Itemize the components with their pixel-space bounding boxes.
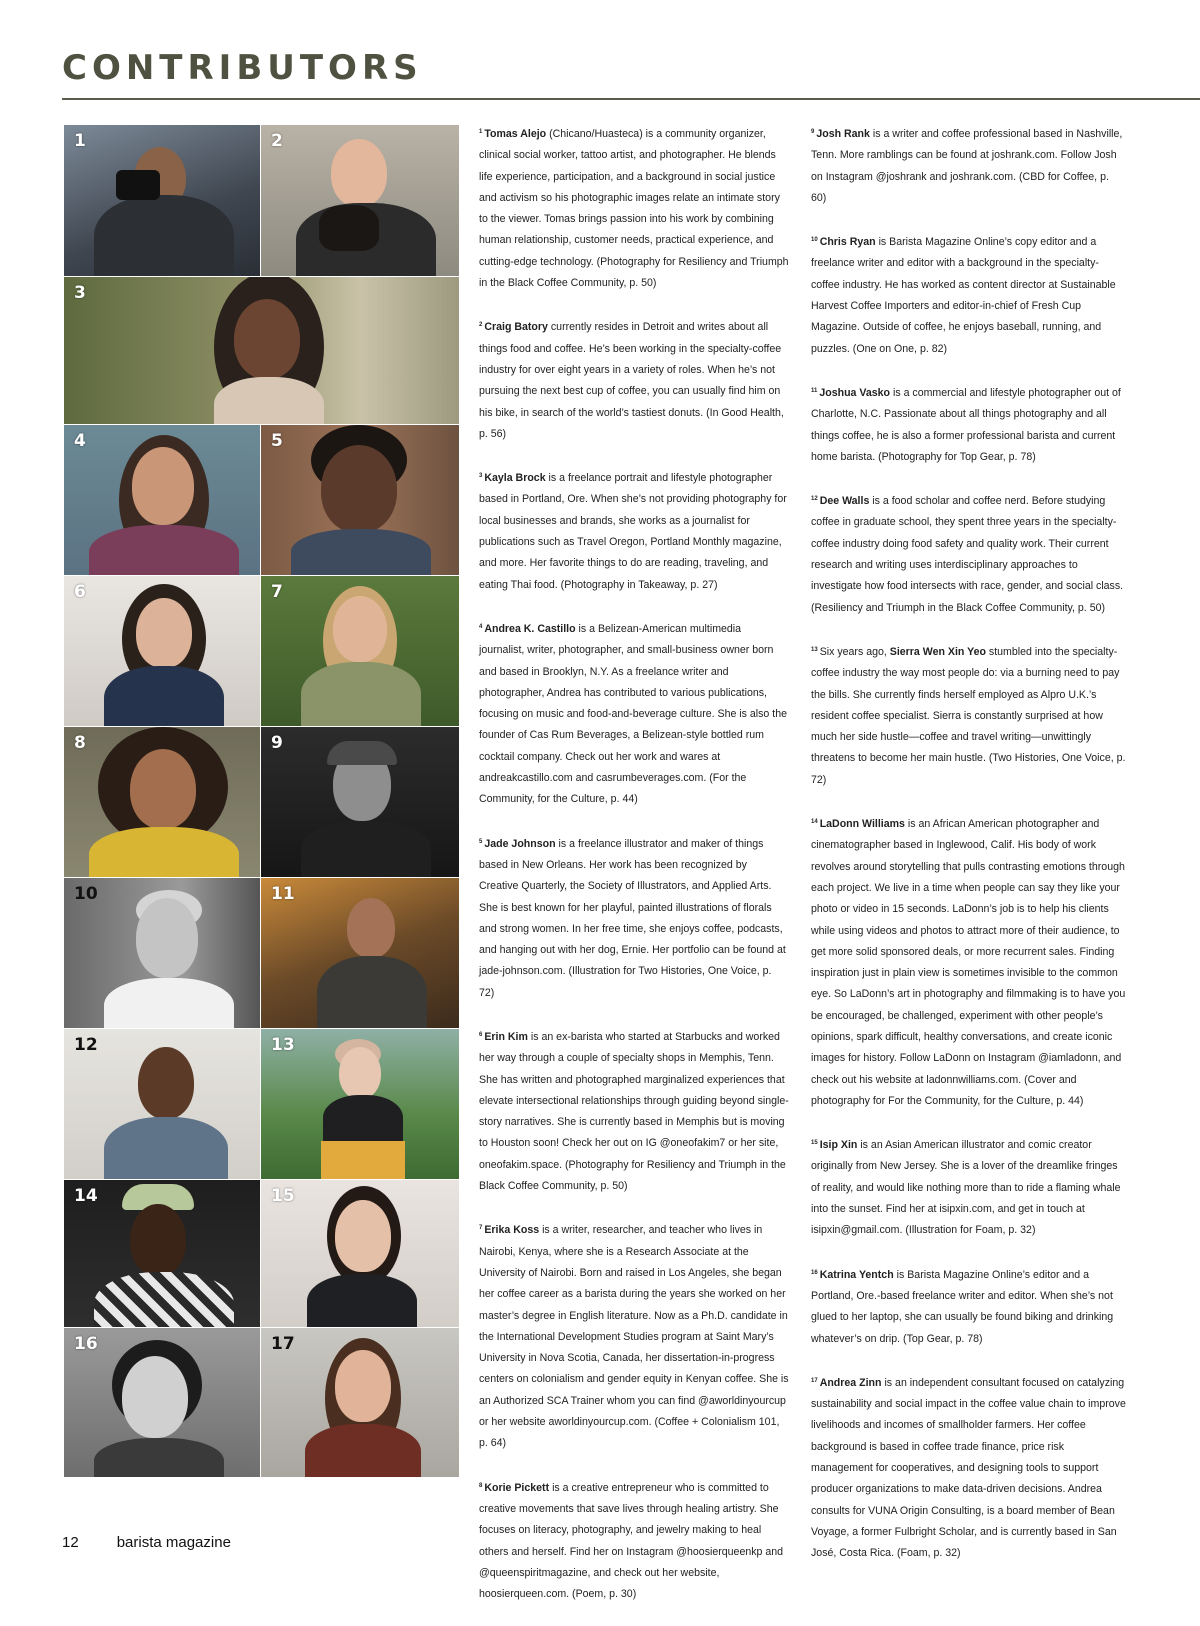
bio-entry-7: $^7$ Erika Koss is a writer, researcher, and teacher who lives in Nairobi, Kenya, where she is a Research Associate at the University of Nairobi. Born and raised in Los Angeles, she began her coffee career as a barista during the years she worked on her master’s degree in English literature. Now as a Ph.D. candidate in the International Development Studies program at Saint Mary’s University in Nova Scotia, Canada, her dissertation-in-progress centers on colonialism and gender equity in Kenyan coffee. She is an Authorized SCA Trainer whom you can find @aworldinyourcup or her website aworldinyourcup.com. (Coffee + Colonialism 101, p. 64) <box>479 1224 789 1450</box>
contributor-photo-3 <box>64 277 459 424</box>
bio-entry-12: $^{12}$ Dee Walls is a food scholar and coffee nerd. Before studying coffee in graduate school, they spent three years in the specialty-coffee industry doing food safety and quality work. Their current research and writing uses interdisciplinary approaches to investigate how food intersects with race, gender, and social class. (Resiliency and Triumph in the Black Coffee Community, p. 50) <box>811 495 1124 614</box>
bio-entry-8: $^8$ Korie Pickett is a creative entrepreneur who is committed to creative movements that save lives through healing artistry. She focuses on literacy, photography, and jewelry making to heal others and herself. Find her on Instagram @hoosierqueenkp and @queenspiritmagazine, and check out her website, hoosierqueen.com. (Poem, p. 30) <box>479 1481 784 1601</box>
contributor-name: Tomas Alejo <box>484 128 547 140</box>
photo-number: 3 <box>74 283 86 303</box>
bio-entry-2: $^2$ Craig Batory currently resides in Detroit and writes about all things food and coffee. He’s been working in the specialty-coffee industry for over eight years in a variety of roles. When he’s not pursuing the next best cup of coffee, you can usually find him on his bike, in search of the world’s tastiest donuts. (In Good Health, p. 56) <box>479 321 784 440</box>
contributor-name: Dee Walls <box>819 495 870 508</box>
contributor-name: Isip Xin <box>819 1139 858 1152</box>
contributor-name: Erika Koss <box>484 1224 540 1237</box>
bio-entry-1: $^1$ Tomas Alejo (Chicano/Huasteca) is a community organizer, clinical social worker, tattoo artist, and photographer. He blends life experience, participation, and a background in social justice and activism so his photographic images relate an intimate story to the viewer. Tomas brings passion into his work by combining human relationship, customer needs, practical experience, and cutting-edge technology. (Photography for Resiliency and Triumph in the Black Coffee Community, p. 50) <box>479 128 789 290</box>
contributor-name: Josh Rank <box>816 128 870 140</box>
contributor-bio: is a freelance illustrator and maker of things based in New Orleans. Her work has been recognized by Creative Quarterly, the Society of Illustrators, and Applied Arts. She is best known for her playful, painted illustrations of florals and strong women. In her free time, she enjoys coffee, podcasts, and hanging out with her dog, Ernie. Her portfolio can be found at jade-johnson.com. (Illustration for Two Histories, One Voice, p. 72) <box>479 837 786 999</box>
contributor-bio: is a writer and coffee professional based in Nashville, Tenn. More ramblings can be found at joshrank.com. Follow Josh on Instagram @joshrank and joshrank.com. (CBD for Coffee, p. 60) <box>811 128 1123 204</box>
contributor-bio: is an ex-barista who started at Starbucks and worked her way through a couple of specialty shops in Memphis, Tenn. She has written and photographed marginalized experiences that elevate intersectional relationships through guiding beyond single-story narratives. She is currently based in Memphis but is moving to Houston soon! Check her out on IG @oneofakim7 or her site, oneofakim.space. (Photography for Resiliency and Triumph in the Black Coffee Community, p. 50) <box>479 1030 789 1193</box>
contributor-name: LaDonn Williams <box>819 818 905 831</box>
contributor-bio: is a freelance portrait and lifestyle photographer based in Portland, Ore. When she’s not providing photography for local businesses and brands, she works as a journalist for publications such as Travel Oregon, Portland Monthly magazine, and more. Her favorite things to do are reading, traveling, and eating Thai food. (Photography in Takeaway, p. 27) <box>479 472 787 591</box>
contributor-bio: is an African American photographer and cinematographer based in Inglewood, Calif. His body of work revolves around storytelling that pulls contrasting emotions through each project. We live in a time when people can say they like your photo or video in 15 seconds. LaDonn’s job is to help his clients while using videos and photos to attract more of their audience, to get more solid sponsored deals, or more recurrent sales. Finding inspiration just in plain view is sometimes invisible to the common eye. So LaDonn’s art in photography and filmmaking is to have you be encouraged, be challenged, experiment with other people’s opinions, spark difficult, healthy conversations, and create iconic images for history. Follow LaDonn on Instagram @iamladonn, and check out his website at ladonnwilliams.com. (Cover and photography for For the Community, for the Culture, p. 44) <box>811 818 1126 1107</box>
contributor-name: Erin Kim <box>484 1030 528 1043</box>
contributor-photo-12 <box>64 1029 260 1179</box>
contributor-bio-prefix: Six years ago, <box>819 645 887 658</box>
photo-number: 13 <box>271 1035 295 1055</box>
bio-entry-14: $^{14}$ LaDonn Williams is an African American photographer and cinematographer based in Inglewood, Calif. His body of work revolves around storytelling that pulls contrasting emotions through each project. We live in a time when people can say they like your photo or video in 15 seconds. LaDonn’s job is to help his clients while using videos and photos to attract more of their audience, to get more solid sponsored deals, or more recurrent sales. Finding inspiration just in plain view is sometimes invisible to the common eye. So LaDonn’s art in photography and filmmaking is to have you be encouraged, be challenged, experiment with other people’s opinions, spark difficult, healthy conversations, and create iconic images for history. Follow LaDonn on Instagram @iamladonn, and check out his website at ladonnwilliams.com. (Cover and photography for For the Community, for the Culture, p. 44) <box>811 818 1126 1107</box>
bio-entry-15: $^{15}$ Isip Xin is an Asian American illustrator and comic creator originally from New Jersey. She is a lover of the dreamlike fringes of reality, and would like nothing more than to ride a flaming whale into the sunset. Find her at isipxin.com, and get in touch at isipxin@gmail.com. (Illustration for Foam, p. 32) <box>811 1139 1121 1237</box>
page-footer <box>62 1534 231 1551</box>
contributor-name: Andrea K. Castillo <box>484 622 576 635</box>
contributor-bio: is an independent consultant focused on catalyzing sustainability and social impact in the coffee value chain to improve livelihoods and incomes of smallholder farmers. Her coffee background is based in coffee trade finance, price risk management for cooperatives, and designing tools to support producer organizations to make data-driven decisions. Andrea consults for VUNA Origin Consulting, is a board member of Bean Voyage, a former Fulbright Scholar, and is currently based in San José, Costa Rica. (Foam, p. 32) <box>811 1376 1126 1560</box>
photo-number: 6 <box>74 582 86 602</box>
contributor-name: Jade Johnson <box>484 837 556 850</box>
contributor-bio: (Chicano/Huasteca) is a community organizer, clinical social worker, tattoo artist, and photographer. He blends life experience, participation, and a background in social justice and activism so his photographic images relate an intimate story to the viewer. Tomas brings passion into his work by combining human relationship, customer needs, practical experience, and cutting-edge technology. (Photography for Resiliency and Triumph in the Black Coffee Community, p. 50) <box>479 128 789 290</box>
photo-number: 7 <box>271 582 283 602</box>
contributor-photo-9 <box>261 727 459 877</box>
contributor-bio: is Barista Magazine Online’s copy editor and a freelance writer and editor with a background in the specialty-coffee industry. He has worked as content director at Sustainable Harvest Coffee Importers and editor-in-chief of Fresh Cup Magazine. Outside of coffee, he enjoys baseball, running, and puzzles. (One on One, p. 82) <box>811 236 1116 355</box>
bio-entry-16: $^{16}$ Katrina Yentch is Barista Magazine Online’s editor and a Portland, Ore.-based freelance writer and editor. When she’s not glued to her laptop, she can usually be found biking and drinking whatever’s on drip. (Top Gear, p. 78) <box>811 1268 1114 1345</box>
photo-number: 17 <box>271 1334 295 1354</box>
contributor-bio: is a creative entrepreneur who is committed to creative movements that save lives through healing artistry. She focuses on literacy, photography, and jewelry making to heal others and herself. Find her on Instagram @hoosierqueenkp and @queenspiritmagazine, and check out her website, hoosierqueen.com. (Poem, p. 30) <box>479 1481 784 1601</box>
photo-number: 10 <box>74 884 98 904</box>
contributor-name: Kayla Brock <box>484 472 546 485</box>
bio-entry-10: $^{10}$ Chris Ryan is Barista Magazine Online’s copy editor and a freelance writer and editor with a background in the specialty-coffee industry. He has worked as content director at Sustainable Harvest Coffee Importers and editor-in-chief of Fresh Cup Magazine. Outside of coffee, he enjoys baseball, running, and puzzles. (One on One, p. 82) <box>811 236 1116 355</box>
photo-number: 2 <box>271 131 283 151</box>
contributor-photo-13 <box>261 1029 459 1179</box>
contributor-photo-grid <box>64 125 459 1477</box>
contributor-name: Craig Batory <box>484 321 548 334</box>
contributor-photo-15 <box>261 1180 459 1327</box>
contributor-name: Andrea Zinn <box>819 1376 882 1389</box>
bio-entry-9: $^9$ Josh Rank is a writer and coffee professional based in Nashville, Tenn. More ramblings can be found at joshrank.com. Follow Josh on Instagram @joshrank and joshrank.com. (CBD for Coffee, p. 60) <box>811 128 1123 204</box>
contributor-bio: is a Belizean-American multimedia journalist, writer, photographer, and small-business owner born and based in Brooklyn, N.Y. As a freelance writer and photographer, Andrea has contributed to various publications, focusing on music and food-and-beverage culture. She is also the founder of Cas Rum Beverages, a Belizean-style bottled rum cocktail company. Check out her work and wares at andreakcastillo.com and casrumbeverages.com. (For the Community, for the Culture, p. 44) <box>479 622 787 806</box>
bio-entry-6: $^6$ Erin Kim is an ex-barista who started at Starbucks and worked her way through a couple of specialty shops in Memphis, Tenn. She has written and photographed marginalized experiences that elevate intersectional relationships through guiding beyond single-story narratives. She is currently based in Memphis but is moving to Houston soon! Check her out on IG @oneofakim7 or her site, oneofakim.space. (Photography for Resiliency and Triumph in the Black Coffee Community, p. 50) <box>479 1030 789 1193</box>
contributor-photo-14 <box>64 1180 260 1327</box>
contributor-bio: is Barista Magazine Online’s editor and a Portland, Ore.-based freelance writer and editor. When she’s not glued to her laptop, she can usually be found biking and drinking whatever’s on drip. (Top Gear, p. 78) <box>811 1268 1114 1345</box>
contributor-name: Joshua Vasko <box>819 386 891 399</box>
contributor-photo-1 <box>64 125 260 276</box>
photo-number: 11 <box>271 884 295 904</box>
contributor-name: Katrina Yentch <box>819 1268 894 1281</box>
title-rule <box>62 98 1200 100</box>
contributor-photo-10 <box>64 878 260 1028</box>
contributor-name: Sierra Wen Xin Yeo <box>889 645 986 658</box>
magazine-name: barista magazine <box>116 1534 231 1551</box>
contributor-bio: is a writer, researcher, and teacher who lives in Nairobi, Kenya, where she is a Research Associate at the University of Nairobi. Born and raised in Los Angeles, she began her coffee career as a barista during the years she worked on her master’s degree in English literature. Now as a Ph.D. candidate in the International Development Studies program at Saint Mary’s University in Nova Scotia, Canada, her dissertation-in-progress centers on colonialism and gender equity in Kenyan coffee. She is an Authorized SCA Trainer whom you can find @aworldinyourcup or her website aworldinyourcup.com. (Coffee + Colonialism 101, p. 64) <box>479 1224 789 1450</box>
contributor-bio: stumbled into the specialty-coffee industry the way most people do: via a burning need to pay the bills. She currently finds herself employed as Alpro U.K.’s resident coffee specialist. Sierra is constantly surprised at how much her side hustle—coffee and travel writing—unwittingly threatens to become her main hustle. (Two Histories, One Voice, p. 72) <box>811 645 1126 786</box>
photo-number: 8 <box>74 733 86 753</box>
contributor-bio: is a commercial and lifestyle photographer out of Charlotte, N.C. Passionate about all things photography and all things coffee, he is also a former professional barista and current home barista. (Photography for Top Gear, p. 78) <box>811 386 1121 463</box>
contributor-bio: is a food scholar and coffee nerd. Before studying coffee in graduate school, they spent three years in the specialty-coffee industry doing food safety and quality work. Their current research and writing uses interdisciplinary approaches to investigate how food intersects with race, gender, and social class. (Resiliency and Triumph in the Black Coffee Community, p. 50) <box>811 495 1124 614</box>
bio-entry-13: $^{13}$ Six years ago, Sierra Wen Xin Yeo stumbled into the specialty-coffee industry the way most people do: via a burning need to pay the bills. She currently finds herself employed as Alpro U.K.’s resident coffee specialist. Sierra is constantly surprised at how much her side hustle—coffee and travel writing—unwittingly threatens to become her main hustle. (Two Histories, One Voice, p. 72) <box>811 645 1126 786</box>
bio-entry-4: $^4$ Andrea K. Castillo is a Belizean-American multimedia journalist, writer, photographer, and small-business owner born and based in Brooklyn, N.Y. As a freelance writer and photographer, Andrea has contributed to various publications, focusing on music and food-and-beverage culture. She is also the founder of Cas Rum Beverages, a Belizean-style bottled rum cocktail company. Check out her work and wares at andreakcastillo.com and casrumbeverages.com. (For the Community, for the Culture, p. 44) <box>479 622 787 806</box>
photo-number: 4 <box>74 431 86 451</box>
bio-column-1 <box>479 122 789 1626</box>
bio-entry-17: $^{17}$ Andrea Zinn is an independent consultant focused on catalyzing sustainability and social impact in the coffee value chain to improve livelihoods and incomes of smallholder farmers. Her coffee background is based in coffee trade finance, price risk management for cooperatives, and designing tools to support producer organizations to make data-driven decisions. Andrea consults for VUNA Origin Consulting, is a board member of Bean Voyage, a former Fulbright Scholar, and is currently based in San José, Costa Rica. (Foam, p. 32) <box>811 1376 1126 1560</box>
bio-entry-3: $^3$ Kayla Brock is a freelance portrait and lifestyle photographer based in Portland, Ore. When she’s not providing photography for local businesses and brands, she works as a journalist for publications such as Travel Oregon, Portland Monthly magazine, and more. Her favorite things to do are reading, traveling, and eating Thai food. (Photography in Takeaway, p. 27) <box>479 472 787 591</box>
bio-column-2 <box>811 122 1126 1586</box>
photo-number: 5 <box>271 431 283 451</box>
photo-number: 14 <box>74 1186 98 1206</box>
photo-number: 1 <box>74 131 86 151</box>
contributor-name: Chris Ryan <box>819 236 876 249</box>
page-number: 12 <box>62 1534 79 1551</box>
photo-number: 15 <box>271 1186 295 1206</box>
photo-number: 12 <box>74 1035 98 1055</box>
contributor-bio: currently resides in Detroit and writes about all things food and coffee. He’s been working in the specialty-coffee industry for over eight years in a variety of roles. When he’s not pursuing the next best cup of coffee, you can usually find him on his bike, in search of the world’s tastiest donuts. (In Good Health, p. 56) <box>479 321 784 440</box>
contributor-photo-17 <box>261 1328 459 1477</box>
contributor-name: Korie Pickett <box>484 1481 550 1494</box>
photo-number: 16 <box>74 1334 98 1354</box>
contributor-photo-4 <box>64 425 260 575</box>
contributor-bio: is an Asian American illustrator and comic creator originally from New Jersey. She is a lover of the dreamlike fringes of reality, and would like nothing more than to ride a flaming whale into the sunset. Find her at isipxin.com, and get in touch at isipxin@gmail.com. (Illustration for Foam, p. 32) <box>811 1139 1121 1237</box>
contributor-photo-7 <box>261 576 459 726</box>
contributor-photo-8 <box>64 727 260 877</box>
contributor-photo-16 <box>64 1328 260 1477</box>
bio-entry-11: $^{11}$ Joshua Vasko is a commercial and lifestyle photographer out of Charlotte, N.C. Passionate about all things photography and all things coffee, he is also a former professional barista and current home barista. (Photography for Top Gear, p. 78) <box>811 386 1121 463</box>
contributor-photo-6 <box>64 576 260 726</box>
contributor-photo-11 <box>261 878 459 1028</box>
photo-number: 9 <box>271 733 283 753</box>
bio-entry-5: $^5$ Jade Johnson is a freelance illustrator and maker of things based in New Orleans. Her work has been recognized by Creative Quarterly, the Society of Illustrators, and Applied Arts. She is best known for her playful, painted illustrations of florals and strong women. In her free time, she enjoys coffee, podcasts, and hanging out with her dog, Ernie. Her portfolio can be found at jade-johnson.com. (Illustration for Two Histories, One Voice, p. 72) <box>479 837 786 999</box>
contributor-photo-5 <box>261 425 459 575</box>
page-title: CONTRIBUTORS <box>62 48 423 88</box>
contributor-photo-2 <box>261 125 459 276</box>
